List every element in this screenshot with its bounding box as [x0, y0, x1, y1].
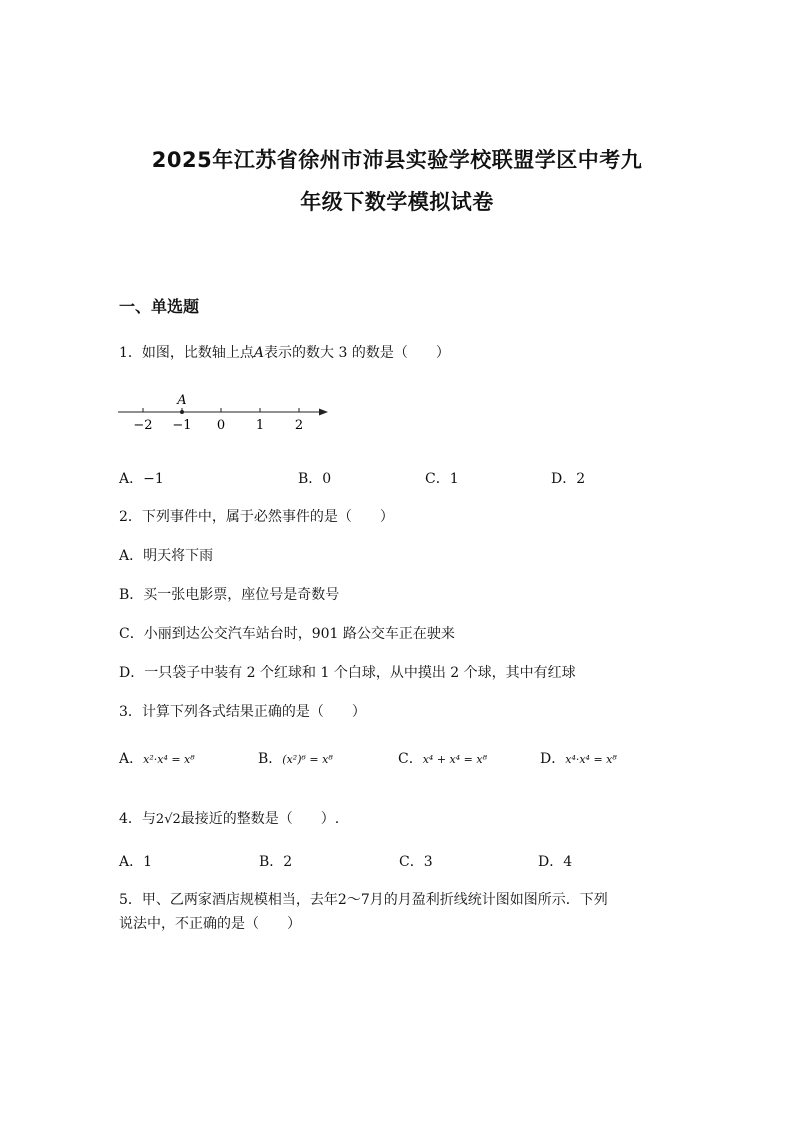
tick-label: −1 [172, 418, 192, 433]
q4-option-b: B．2 [259, 854, 293, 870]
option-letter: C． [398, 751, 423, 767]
q2-option-d: D．一只袋子中装有 2 个红球和 1 个白球，从中摸出 2 个球，其中有红球 [119, 665, 576, 681]
question-1-var: A [253, 345, 265, 361]
question-1-text: 1．如图，比数轴上点 [119, 345, 254, 361]
question-1-text-2: 表示的数大 3 的数是（ ） [264, 345, 450, 361]
math-expression: x²·x⁴ = x⁸ [143, 753, 195, 766]
point-a [180, 410, 184, 414]
q2-option-c: C．小丽到达公交汽车站台时，901 路公交车正在驶来 [119, 626, 455, 642]
tick-label: 1 [255, 418, 265, 433]
q3-option-c [398, 748, 487, 768]
tick-label: 0 [216, 418, 226, 433]
question-5-line-1: 5．甲、乙两家酒店规模相当，去年2～7月的月盈利折线统计图如图所示．下列 [119, 892, 608, 908]
question-4 [119, 808, 339, 828]
question-5-line-2: 说法中，不正确的是（ ） [119, 916, 301, 932]
option-letter: B． [258, 751, 283, 767]
q4-option-a: A．1 [119, 854, 153, 870]
q2-option-a: A．明天将下雨 [119, 548, 214, 564]
number-line-arrow [319, 409, 328, 416]
q3-option-d [540, 748, 617, 768]
math-expression: x⁴·x⁴ = x⁸ [565, 753, 617, 766]
question-4-text-2: 最接近的整数是（ ）. [180, 811, 340, 827]
q4-option-d: D．4 [538, 854, 573, 870]
question-4-text: 4．与 [119, 811, 156, 827]
q3-option-a [119, 748, 195, 768]
document-title-line-2: 年级下数学模拟试卷 [300, 190, 494, 214]
math-expression: x⁴ + x⁴ = x⁸ [422, 753, 487, 766]
question-1 [119, 342, 450, 362]
number-line [116, 388, 336, 436]
q1-option-d: D．2 [551, 471, 586, 487]
section-heading: 一、单选题 [119, 297, 200, 316]
tick-label: −2 [133, 418, 153, 433]
q3-option-b [258, 748, 333, 768]
q1-option-a: A．−1 [119, 471, 164, 487]
q4-option-c: C．3 [399, 854, 433, 870]
q1-option-c: C．1 [425, 471, 459, 487]
q2-option-b: B．买一张电影票，座位号是奇数号 [119, 587, 340, 603]
option-letter: D． [540, 751, 566, 767]
option-letter: A． [119, 751, 144, 767]
document-title-line-1: 2025年江苏省徐州市沛县实验学校联盟学区中考九 [151, 148, 643, 172]
question-2: 2．下列事件中，属于必然事件的是（ ） [119, 509, 394, 525]
tick-label: 2 [294, 418, 304, 433]
sqrt-expression: 2√2 [155, 812, 181, 827]
question-3: 3．计算下列各式结果正确的是（ ） [119, 704, 366, 720]
point-a-label: A [177, 393, 187, 408]
q1-option-b: B．0 [298, 471, 332, 487]
math-expression: (x²)⁶ = x⁸ [282, 753, 333, 766]
